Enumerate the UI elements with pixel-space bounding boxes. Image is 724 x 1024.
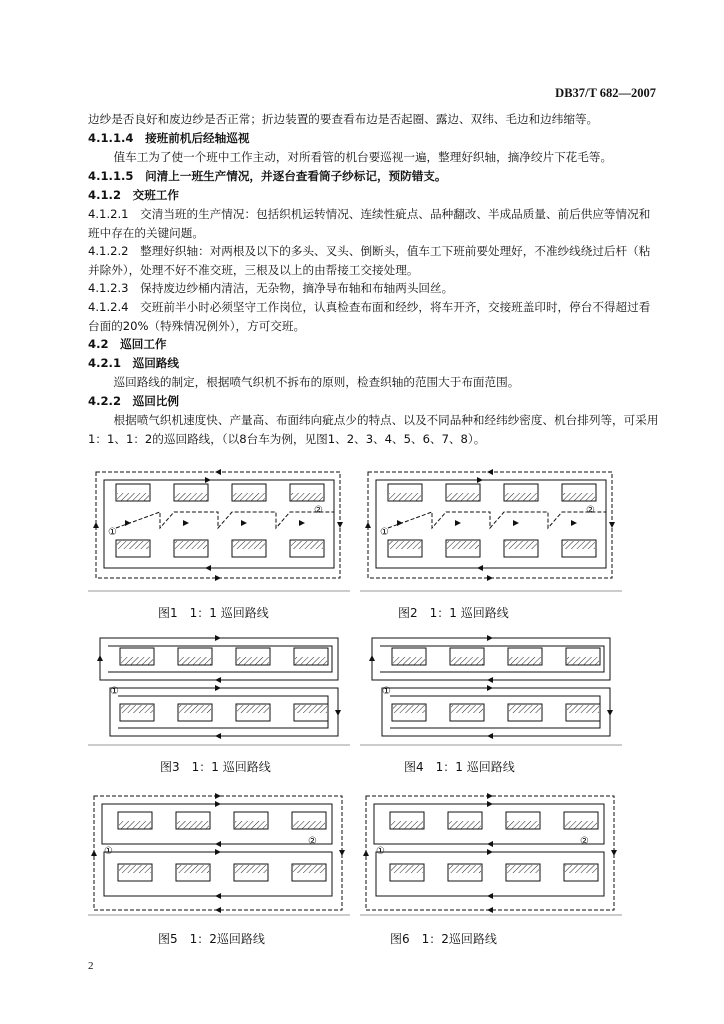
loom-cloth-hatch — [451, 705, 483, 713]
caption-figure-6: 图6 1：2巡回路线 — [390, 932, 497, 946]
route-arrow — [215, 907, 221, 913]
route-arrow — [487, 849, 493, 855]
route-arrow — [241, 520, 247, 526]
loom-cloth-hatch — [509, 657, 541, 665]
route-arrow — [205, 565, 211, 571]
para-4114: 值车工为了使一个班中工作主动，对所看管的机台要巡视一遍，整理好织轴，摘净绞片下花毛等。 — [113, 150, 613, 164]
loom-cloth-hatch — [451, 657, 483, 665]
route-mark: ① — [376, 846, 385, 857]
route-arrow — [477, 565, 483, 571]
loom-cloth-hatch — [449, 821, 481, 829]
loom-cloth-hatch — [391, 865, 423, 873]
route-dashed — [388, 512, 606, 528]
route-mark: ② — [308, 836, 317, 847]
heading-4114: 4.1.1.4 接班前机后经轴巡视 — [88, 131, 250, 145]
route-arrow — [487, 793, 493, 799]
route-arrow — [91, 850, 97, 856]
figure-3-route — [88, 628, 350, 746]
route-arrow — [513, 520, 519, 526]
route-mark: ① — [108, 527, 117, 538]
route-arrow — [183, 520, 189, 526]
route-mark: ① — [382, 686, 391, 697]
loom-cloth-hatch — [177, 821, 209, 829]
route-arrow — [611, 850, 617, 856]
loom-cloth-hatch — [179, 705, 211, 713]
loom-cloth-hatch — [235, 821, 267, 829]
route-arrow — [365, 522, 371, 528]
route-arrow — [339, 850, 345, 856]
heading-42: 4.2 巡回工作 — [88, 337, 167, 351]
route-arrow — [487, 841, 493, 847]
para-421: 巡回路线的制定，根据喷气织机不拆布的原则，检查织轴的范围大于布面范围。 — [113, 375, 520, 389]
loom-cloth-hatch — [565, 821, 597, 829]
loom-cloth-hatch — [447, 541, 479, 549]
route-mark: ② — [586, 505, 595, 516]
loom-cloth-hatch — [295, 657, 327, 665]
loom-cloth-hatch — [507, 865, 539, 873]
loom-cloth-hatch — [179, 657, 211, 665]
loom-cloth-hatch — [175, 493, 207, 501]
route-arrow — [335, 710, 341, 716]
loom-cloth-hatch — [177, 865, 209, 873]
route-arrow — [487, 635, 493, 641]
loom-cloth-hatch — [291, 493, 323, 501]
route-arrow — [487, 685, 493, 691]
route-mark: ① — [104, 846, 113, 857]
figure-1-route — [88, 460, 350, 592]
route-arrow — [487, 677, 493, 683]
loom-cloth-hatch — [119, 821, 151, 829]
route-arrow — [487, 733, 493, 739]
figure-4-route — [360, 628, 622, 746]
loom-cloth-hatch — [563, 493, 595, 501]
caption-figure-1: 图1 1：1 巡回路线 — [158, 606, 269, 620]
doc-code: DB37/T 682—2007 — [555, 86, 656, 100]
text-block — [88, 110, 660, 448]
para-4121: 4.1.2.1 交清当班的生产情况：包括织机运转情况、连续性疵点、品种翻改、半成品质量、前后供应等情况和班中存在的关键问题。 — [88, 207, 651, 240]
route-arrow — [571, 520, 577, 526]
loom-cloth-hatch — [117, 541, 149, 549]
loom-cloth-hatch — [505, 541, 537, 549]
loom-cloth-hatch — [567, 705, 599, 713]
loom-cloth-hatch — [449, 865, 481, 873]
para-4123: 4.1.2.3 保持废边纱桶内清洁，无杂物，摘净导布轴和布轴两头回丝。 — [88, 281, 454, 295]
figure-6-route — [360, 788, 622, 916]
para-422: 根据喷气织机速度快、产量高、布面纬向疵点少的特点、以及不同品种和经纬纱密度、机台排列等，可采用1：1、1：2的巡回路线，（以8台车为例，见图1、2、3、4、5、6、7、8）。 — [88, 413, 659, 446]
loom-cloth-hatch — [233, 541, 265, 549]
heading-412: 4.1.2 交班工作 — [88, 188, 179, 202]
route-arrow — [215, 733, 221, 739]
route-arrow — [487, 907, 493, 913]
para-4122: 4.1.2.2 整理好织轴：对两根及以下的多头、叉头、倒断头，值车工下班前要处理好，不准纱线绕过后杆（粘并除外），处理不好不准交班，三根及以上的由帮接工交接处理。 — [88, 244, 651, 277]
loom-cloth-hatch — [507, 821, 539, 829]
heading-422: 4.2.2 巡回比例 — [88, 394, 179, 408]
route-arrow — [97, 655, 103, 661]
route-arrow — [215, 849, 221, 855]
heading-421: 4.2.1 巡回路线 — [88, 356, 179, 370]
loom-cloth-hatch — [391, 821, 423, 829]
route-arrow — [205, 477, 211, 483]
page-number: 2 — [88, 960, 94, 972]
heading-4115: 4.1.1.5 问清上一班生产情况，并逐台查看筒子纱标记，预防错支。 — [88, 169, 447, 183]
route-arrow — [397, 520, 403, 526]
route-arrow — [363, 850, 369, 856]
line-continued: 边纱是否良好和废边纱是否正常；折边装置的要查看布边是否起圈、露边、双纬、毛边和边纬缩等。 — [88, 112, 599, 126]
loom-cloth-hatch — [567, 657, 599, 665]
route-arrow — [369, 655, 375, 661]
para-4124: 4.1.2.4 交班前半小时必须坚守工作岗位，认真检查布面和经纱，将车开齐，交接班盖印时，停台不得超过看台面的20%（特殊情况例外），方可交班。 — [88, 300, 651, 333]
loom-cloth-hatch — [393, 657, 425, 665]
route-mark: ② — [580, 836, 589, 847]
loom-cloth-hatch — [237, 705, 269, 713]
loom-cloth-hatch — [563, 541, 595, 549]
route-arrow — [607, 710, 613, 716]
loom-cloth-hatch — [393, 705, 425, 713]
loom-cloth-hatch — [505, 493, 537, 501]
caption-figure-3: 图3 1：1 巡回路线 — [160, 760, 271, 774]
loom-cloth-hatch — [509, 705, 541, 713]
loom-cloth-hatch — [235, 865, 267, 873]
route-mark: ② — [314, 505, 323, 516]
caption-figure-5: 图5 1：2巡回路线 — [158, 932, 265, 946]
loom-cloth-hatch — [389, 493, 421, 501]
route-mark: ① — [380, 527, 389, 538]
route-arrow — [215, 677, 221, 683]
loom-cloth-hatch — [119, 865, 151, 873]
route-mark: ① — [110, 686, 119, 697]
route-arrow — [215, 793, 221, 799]
route-arrow — [215, 893, 221, 899]
loom-cloth-hatch — [117, 493, 149, 501]
loom-cloth-hatch — [291, 541, 323, 549]
route-arrow — [609, 522, 615, 528]
route-arrow — [337, 522, 343, 528]
figure-2-route — [360, 460, 622, 592]
route-arrow — [487, 575, 493, 581]
loom-cloth-hatch — [237, 657, 269, 665]
route-arrow — [299, 520, 305, 526]
route-arrow — [455, 520, 461, 526]
route-arrow — [477, 477, 483, 483]
route-arrow — [215, 635, 221, 641]
caption-figure-2: 图2 1：1 巡回路线 — [398, 606, 509, 620]
route-arrow — [215, 469, 221, 475]
loom-cloth-hatch — [121, 657, 153, 665]
route-arrow — [487, 801, 493, 807]
figure-5-route — [88, 788, 350, 916]
route-arrow — [487, 469, 493, 475]
loom-cloth-hatch — [447, 493, 479, 501]
loom-cloth-hatch — [233, 493, 265, 501]
route-arrow — [93, 522, 99, 528]
loom-cloth-hatch — [565, 865, 597, 873]
route-dashed — [116, 512, 334, 528]
route-arrow — [215, 841, 221, 847]
loom-cloth-hatch — [293, 821, 325, 829]
loom-cloth-hatch — [295, 705, 327, 713]
route-arrow — [487, 893, 493, 899]
route-arrow — [215, 685, 221, 691]
route-arrow — [215, 575, 221, 581]
route-arrow — [125, 520, 131, 526]
loom-cloth-hatch — [121, 705, 153, 713]
route-arrow — [215, 801, 221, 807]
loom-cloth-hatch — [175, 541, 207, 549]
loom-cloth-hatch — [293, 865, 325, 873]
loom-cloth-hatch — [389, 541, 421, 549]
caption-figure-4: 图4 1：1 巡回路线 — [404, 760, 515, 774]
